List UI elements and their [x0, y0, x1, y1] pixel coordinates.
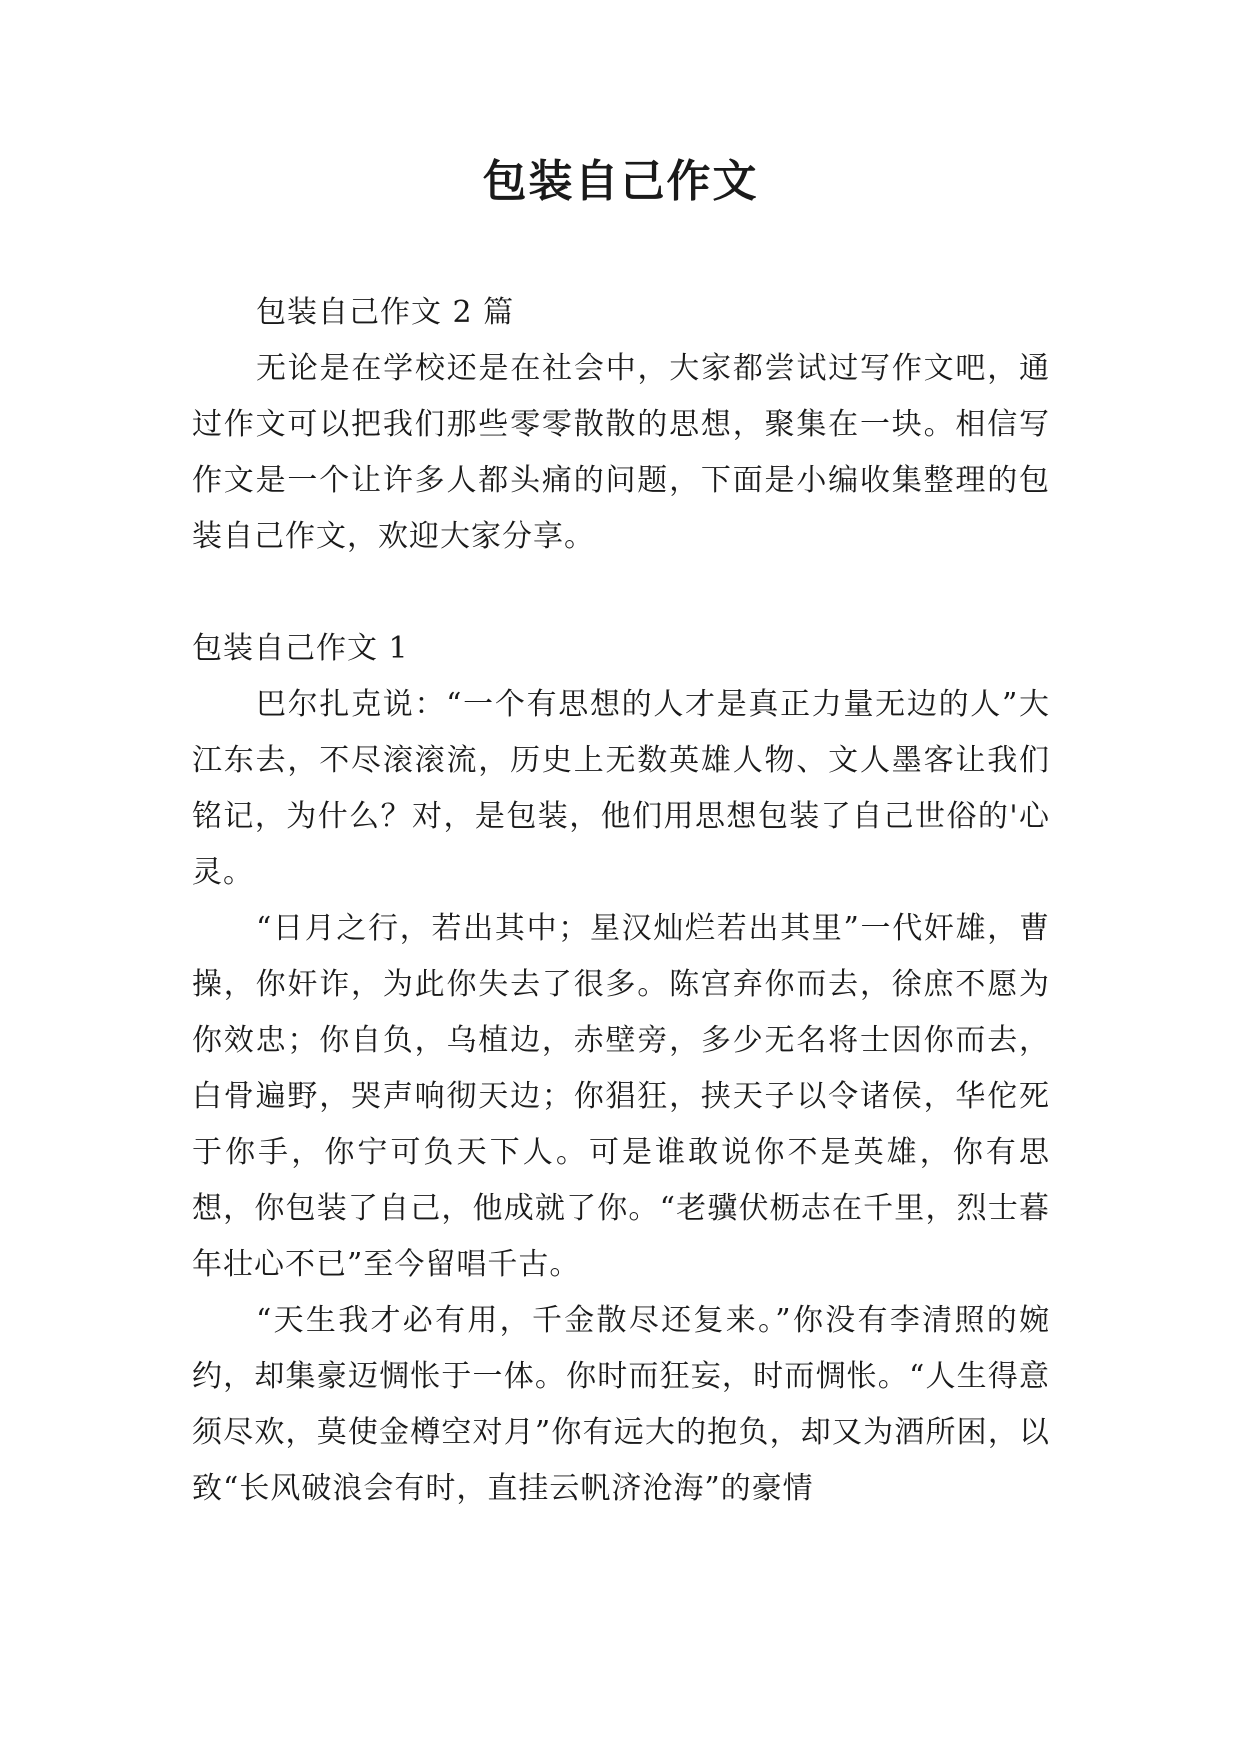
document-title: 包装自己作文 — [482, 156, 759, 207]
document-body — [192, 285, 1050, 1517]
section-heading: 包装自己作文 1 — [192, 631, 409, 666]
body-paragraph: “天生我才必有用，千金散尽还复来。”你没有李清照的婉约，却集豪迈惆怅于一体。你时而狂妄，时而惆怅。“人生得意须尽欢，莫使金樽空对月”你有远大的抱负，却又为酒所困，以致“长风破浪会有时，直挂云帆济沧海”的豪情 — [192, 1303, 1050, 1506]
document-subtitle: 包装自己作文 2 篇 — [256, 295, 515, 330]
intro-paragraph: 无论是在学校还是在社会中，大家都尝试过写作文吧，通过作文可以把我们那些零零散散的思想，聚集在一块。相信写作文是一个让许多人都头痛的问题，下面是小编收集整理的包装自己作文，欢迎大家分享。 — [192, 351, 1050, 554]
section-spacer — [192, 565, 1050, 621]
body-paragraph: 巴尔扎克说：“一个有思想的人才是真正力量无边的人”大江东去，不尽滚滚流，历史上无数英雄人物、文人墨客让我们铭记，为什么？对，是包装，他们用思想包装了自己世俗的'心灵。 — [192, 687, 1050, 890]
body-paragraph: “日月之行，若出其中；星汉灿烂若出其里”一代奸雄，曹操，你奸诈，为此你失去了很多。陈宫弃你而去，徐庶不愿为你效忠；你自负，乌植边，赤壁旁，多少无名将士因你而去，白骨遍野，哭声响彻天边；你猖狂，挟天子以令诸侯，华佗死于你手，你宁可负天下人。可是谁敢说你不是英雄，你有思想，你包装了自己，他成就了你。“老骥伏枥志在千里，烈士暮年壮心不已”至今留唱千古。 — [192, 911, 1050, 1282]
